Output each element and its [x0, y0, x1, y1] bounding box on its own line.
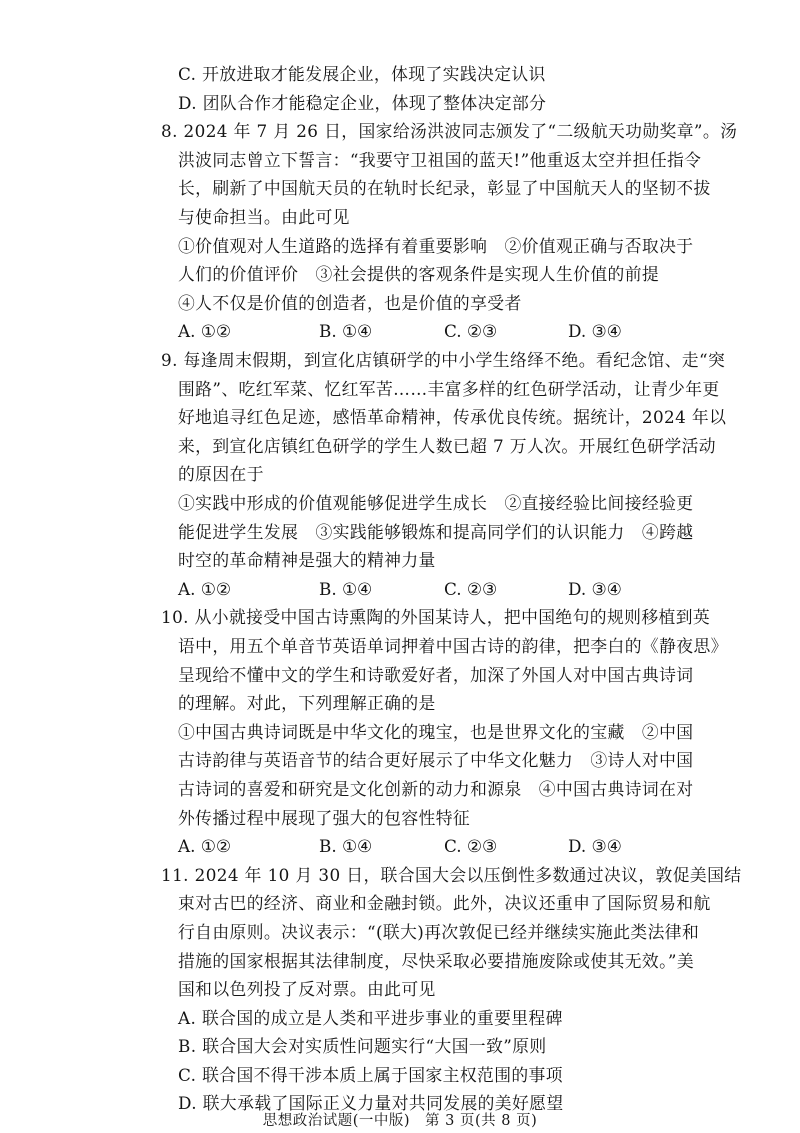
page-footer: 思想政治试题(一中版) 第 3 页(共 8 页) [262, 1113, 538, 1129]
q8-stem-line: 与使命担当。由此可见 [178, 207, 350, 227]
q9-option-b: B. ①④ [319, 579, 373, 599]
q11-stem-line: 措施的国家根据其法律制度，尽快采取必要措施废除或使其无效。”美 [178, 951, 695, 971]
q10-option-a: A. ①② [178, 836, 231, 856]
q9-option-a: A. ①② [178, 579, 231, 599]
q8-option-c: C. ②③ [444, 321, 497, 341]
q10-option-c: C. ②③ [444, 836, 497, 856]
q8-stem-line: 长，刷新了中国航天员的在轨时长纪录，彰显了中国航天人的坚韧不拔 [178, 178, 711, 198]
q7-option-d: D. 团队合作才能稳定企业，体现了整体决定部分 [178, 93, 547, 113]
q9-stem-line: 的原因在于 [178, 464, 264, 484]
q8-option-b: B. ①④ [319, 321, 373, 341]
q9-statement-line: ①实践中形成的价值观能够促进学生成长 ②直接经验比间接经验更 [178, 493, 694, 513]
q8-stem-line: 洪波同志曾立下誓言：“我要守卫祖国的蓝天!”他重返太空并担任指令 [178, 150, 702, 170]
q10-stem-line: 语中，用五个单音节英语单词押着中国古诗的韵律，把李白的《静夜思》 [178, 636, 728, 656]
q8-option-d: D. ③④ [568, 321, 622, 341]
q8-statement-line: ④人不仅是价值的创造者，也是价值的享受者 [178, 293, 522, 313]
q8-option-a: A. ①② [178, 321, 231, 341]
q9-statement-line: 时空的革命精神是强大的精神力量 [178, 550, 436, 570]
q9-stem-line: 来，到宣化店镇红色研学的学生人数已超 7 万人次。开展红色研学活动 [178, 436, 716, 456]
q11-stem-line: 行自由原则。决议表示：“(联大)再次敦促已经并继续实施此类法律和 [178, 922, 700, 942]
q11-option-c: C. 联合国不得干涉本质上属于国家主权范围的事项 [178, 1065, 563, 1085]
q9-option-c: C. ②③ [444, 579, 497, 599]
q9-stem-line: 围路”、吃红军菜、忆红军苦……丰富多样的红色研学活动，让青少年更 [178, 379, 720, 399]
q11-stem-line: 国和以色列投了反对票。由此可见 [178, 979, 436, 999]
q8-statement-line: 人们的价值评价 ③社会提供的客观条件是实现人生价值的前提 [178, 264, 660, 284]
q10-statement-line: ①中国古典诗词既是中华文化的瑰宝，也是世界文化的宝藏 ②中国 [178, 722, 694, 742]
q11-option-a: A. 联合国的成立是人类和平进步事业的重要里程碑 [178, 1008, 563, 1028]
q10-stem-line: 的理解。对此，下列理解正确的是 [178, 693, 436, 713]
q10-stem-line: 呈现给不懂中文的学生和诗歌爱好者，加深了外国人对中国古典诗词 [178, 665, 694, 685]
q11-option-d: D. 联大承载了国际正义力量对共同发展的美好愿望 [178, 1093, 564, 1113]
q11-option-b: B. 联合国大会对实质性问题实行“大国一致”原则 [178, 1036, 547, 1056]
q10-statement-line: 外传播过程中展现了强大的包容性特征 [178, 808, 471, 828]
q9-stem-line: 好地追寻红色足迹，感悟革命精神，传承优良传统。据统计，2024 年以 [178, 407, 727, 427]
q10-option-d: D. ③④ [568, 836, 622, 856]
q7-option-c: C. 开放进取才能发展企业，体现了实践决定认识 [178, 64, 546, 84]
q8-statement-line: ①价值观对人生道路的选择有着重要影响 ②价值观正确与否取决于 [178, 236, 694, 256]
q9-option-d: D. ③④ [568, 579, 622, 599]
q11-stem-line: 束对古巴的经济、商业和金融封锁。此外，决议还重申了国际贸易和航 [178, 893, 711, 913]
q10-statement-line: 古诗韵律与英语音节的结合更好展示了中华文化魅力 ③诗人对中国 [178, 750, 694, 770]
q10-option-b: B. ①④ [319, 836, 373, 856]
q11-stem-line: 11. 2024 年 10 月 30 日，联合国大会以压倒性多数通过决议，敦促美国结 [161, 865, 742, 885]
q8-stem-line: 8. 2024 年 7 月 26 日，国家给汤洪波同志颁发了“二级航天功勋奖章”。汤 [161, 121, 738, 141]
q9-statement-line: 能促进学生发展 ③实践能够锻炼和提高同学们的认识能力 ④跨越 [178, 522, 694, 542]
q10-stem-line: 10. 从小就接受中国古诗熏陶的外国某诗人，把中国绝句的规则移植到英 [161, 607, 711, 627]
q10-statement-line: 古诗词的喜爱和研究是文化创新的动力和源泉 ④中国古典诗词在对 [178, 779, 694, 799]
q9-stem-line: 9. 每逢周末假期，到宣化店镇研学的中小学生络绎不绝。看纪念馆、走“突 [161, 350, 726, 370]
